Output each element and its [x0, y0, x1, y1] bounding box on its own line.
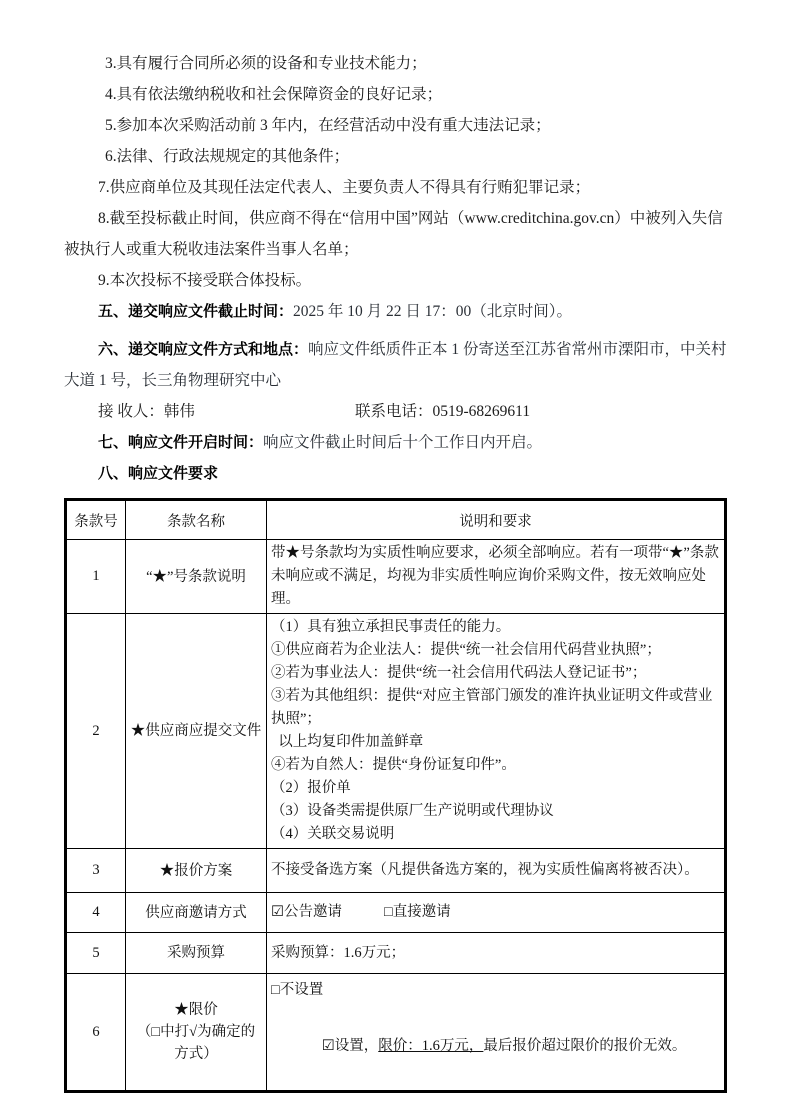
- cell-clause-name: 采购预算: [126, 933, 267, 974]
- requirement-line: （3）设备类需提供原厂生产说明或代理协议: [271, 803, 554, 819]
- cell-clause-no: 4: [66, 893, 126, 933]
- cell-clause-no: 6: [66, 974, 126, 1092]
- document-content: [64, 48, 727, 1093]
- cell-requirements: [267, 614, 726, 849]
- requirement-line: ④若为自然人：提供“身份证复印件”。: [271, 757, 516, 773]
- limit-note: 最后报价超过限价的报价无效。: [483, 1038, 687, 1054]
- cell-clause-name: “★”号条款说明: [126, 540, 267, 614]
- cell-requirements: 不接受备选方案（凡提供备选方案的，视为实质性偏离将被否决）。: [267, 849, 726, 893]
- list-item-8: 8.截至投标截止时间，供应商不得在“信用中国”网站（www.creditchina.gov.cn）中被列入失信被执行人或重大税收违法案件当事人名单；: [64, 210, 723, 258]
- table-row-1: [66, 540, 726, 614]
- cell-requirements: [267, 974, 726, 1092]
- requirement-line: ③若为其他组织：提供“对应主管部门颁发的准许执业证明文件或营业执照”；: [271, 688, 713, 727]
- table-row-5: [66, 933, 726, 974]
- checkbox-limit-not-set: □不设置: [271, 982, 324, 998]
- list-item-6: 6.法律、行政法规规定的其他条件；: [105, 148, 350, 165]
- requirement-line: ①供应商若为企业法人：提供“统一社会信用代码营业执照”；: [271, 642, 661, 658]
- cell-clause-no: 1: [66, 540, 126, 614]
- cell-requirements: [267, 893, 726, 933]
- table-header-row: [66, 500, 726, 540]
- section-7-label: 七、响应文件开启时间：: [98, 434, 264, 451]
- section-5-label: 五、递交响应文件截止时间：: [98, 303, 294, 320]
- section-7-text: 响应文件截止时间后十个工作日内开启。: [263, 434, 543, 451]
- section-5-text: 2025 年 10 月 22 日 17：00（北京时间）。: [293, 303, 573, 320]
- header-clause-name: 条款名称: [126, 500, 267, 540]
- cell-clause-name: ★报价方案: [126, 849, 267, 893]
- list-item-5: 5.参加本次采购活动前 3 年内，在经营活动中没有重大违法记录；: [105, 117, 551, 134]
- list-item-4: 4.具有依法缴纳税收和社会保障资金的良好记录；: [105, 86, 443, 103]
- section-8-heading: [64, 458, 727, 489]
- cell-requirements: 采购预算：1.6万元；: [267, 933, 726, 974]
- section-6-text: 响应文件纸质件正本 1 份寄送至江苏省常州市溧阳市，中关村大道 1 号，长三角物理研究中心: [64, 341, 727, 389]
- cell-clause-name: ★限价 （□中打√为确定的方式）: [126, 974, 267, 1092]
- cell-clause-no: 2: [66, 614, 126, 849]
- cell-clause-name: ★供应商应提交文件: [126, 614, 267, 849]
- list-item-7: 7.供应商单位及其现任法定代表人、主要负责人不得具有行贿犯罪记录；: [98, 179, 591, 196]
- section-8-label: 八、响应文件要求: [98, 465, 219, 482]
- cell-clause-no: 5: [66, 933, 126, 974]
- contact-phone: 联系电话：0519-68269611: [355, 403, 531, 420]
- table-row-2: [66, 614, 726, 849]
- table-row-6: [66, 974, 726, 1092]
- cell-requirements: 带★号条款均为实质性响应要求，必须全部响应。若有一项带“★”条款未响应或不满足，均视为非实质性响应询价采购文件，按无效响应处理。: [267, 540, 726, 614]
- table-row-3: [66, 849, 726, 893]
- requirement-line: 以上均复印件加盖鲜章: [271, 734, 424, 750]
- checkbox-limit-set: ☑设置，: [321, 1038, 379, 1054]
- requirement-line: （4）关联交易说明: [271, 826, 395, 842]
- price-limit-value: 限价：1.6万元，: [378, 1038, 484, 1054]
- list-item-9: 9.本次投标不接受联合体投标。: [98, 272, 312, 289]
- cell-clause-name: 供应商邀请方式: [126, 893, 267, 933]
- section-5-deadline: [64, 296, 727, 327]
- section-6-delivery: [64, 334, 727, 396]
- requirement-line: （2）报价单: [271, 780, 351, 796]
- section-6-label: 六、递交响应文件方式和地点：: [98, 341, 309, 358]
- checkbox-direct-invite: □直接邀请: [384, 904, 451, 920]
- list-item-3: 3.具有履行合同所必须的设备和专业技术能力；: [105, 55, 427, 72]
- contact-line: [64, 396, 727, 427]
- cell-clause-no: 3: [66, 849, 126, 893]
- requirement-line: ②若为事业法人：提供“统一社会信用代码法人登记证书”；: [271, 665, 647, 681]
- header-clause-no: 条款号: [66, 500, 126, 540]
- header-requirements: 说明和要求: [267, 500, 726, 540]
- checkbox-limit-set-line: [271, 1004, 720, 1088]
- response-requirements-table: [64, 498, 727, 1093]
- contact-receiver: 接 收人：韩伟: [98, 403, 195, 420]
- table-row-4: [66, 893, 726, 933]
- checkbox-announce-invite: ☑公告邀请: [271, 904, 342, 920]
- section-7-opening: [64, 427, 727, 458]
- requirement-line: （1）具有独立承担民事责任的能力。: [271, 619, 511, 635]
